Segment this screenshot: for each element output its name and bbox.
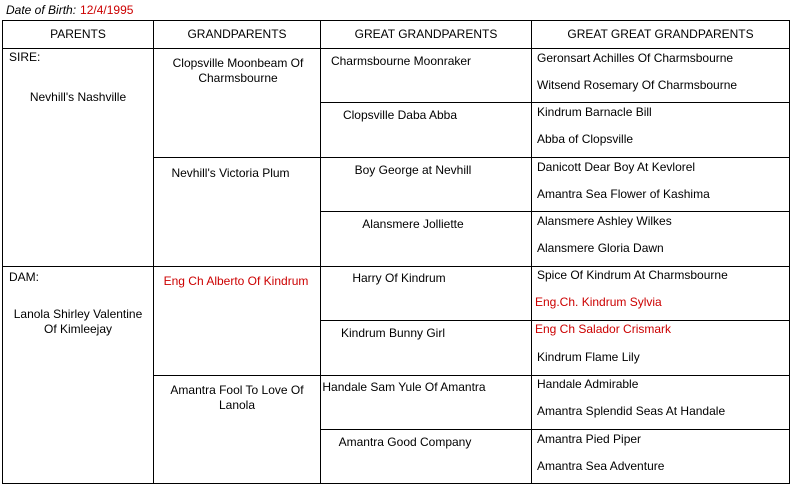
grandparent-name: Clopsville Moonbeam Of Charmsbourne xyxy=(172,56,304,85)
great-grandparent-name: Amantra Good Company xyxy=(338,435,472,449)
great-grandparent-name: Alansmere Jolliette xyxy=(362,217,464,231)
date-of-birth-label: Date of Birth: xyxy=(6,3,77,17)
row-divider xyxy=(153,375,789,376)
great-great-grandparent-name: Geronsart Achilles Of Charmsbourne xyxy=(537,51,734,65)
great-great-grandparent-name: Amantra Pied Piper xyxy=(537,432,642,446)
row-divider xyxy=(320,211,789,212)
dam-label: DAM: xyxy=(9,270,39,284)
column-divider xyxy=(320,21,321,483)
header-divider xyxy=(3,48,789,49)
great-grandparent-name: Clopsville Daba Abba xyxy=(342,108,458,122)
grandparent-name: Eng Ch Alberto Of Kindrum xyxy=(163,274,309,288)
sire-name: Nevhill's Nashville xyxy=(29,90,127,104)
row-divider xyxy=(3,266,789,267)
row-divider xyxy=(153,157,789,158)
grandparent-name: Nevhill's Victoria Plum xyxy=(171,166,290,180)
great-great-grandparent-name: Amantra Sea Flower of Kashima xyxy=(537,187,710,201)
great-grandparent-name: Charmsbourne Moonraker xyxy=(330,54,472,68)
date-of-birth xyxy=(6,3,133,17)
great-grandparent-name: Boy George at Nevhill xyxy=(354,163,472,177)
great-great-grandparent-name: Alansmere Gloria Dawn xyxy=(537,241,664,255)
great-great-grandparent-name: Spice Of Kindrum At Charmsbourne xyxy=(537,268,728,282)
great-great-grandparent-name: Amantra Splendid Seas At Handale xyxy=(537,404,726,418)
date-of-birth-value: 12/4/1995 xyxy=(80,3,134,17)
grandparent-name: Amantra Fool To Love Of Lanola xyxy=(170,383,304,412)
header-great-grandparents: GREAT GRANDPARENTS xyxy=(354,27,498,41)
pedigree-table xyxy=(2,20,790,484)
dam-name: Lanola Shirley Valentine Of Kimleejay xyxy=(13,307,143,336)
row-divider xyxy=(320,429,789,430)
great-great-grandparent-name: Abba of Clopsville xyxy=(537,132,634,146)
header-great-great-grandparents: GREAT GREAT GRANDPARENTS xyxy=(567,27,754,41)
great-grandparent-name: Handale Sam Yule Of Amantra xyxy=(322,380,486,394)
great-great-grandparent-name: Handale Admirable xyxy=(537,377,639,391)
header-parents: PARENTS xyxy=(50,27,106,41)
great-grandparent-name: Kindrum Bunny Girl xyxy=(340,326,446,340)
great-great-grandparent-name: Kindrum Barnacle Bill xyxy=(537,105,652,119)
great-grandparent-name: Harry Of Kindrum xyxy=(352,271,446,285)
great-great-grandparent-name: Eng.Ch. Kindrum Sylvia xyxy=(535,295,662,309)
header-grandparents: GRANDPARENTS xyxy=(187,27,287,41)
great-great-grandparent-name: Alansmere Ashley Wilkes xyxy=(537,214,672,228)
great-great-grandparent-name: Eng Ch Salador Crismark xyxy=(535,322,672,336)
column-divider xyxy=(531,21,532,483)
row-divider xyxy=(320,102,789,103)
great-great-grandparent-name: Kindrum Flame Lily xyxy=(537,350,640,364)
column-divider xyxy=(153,21,154,483)
sire-label: SIRE: xyxy=(9,50,41,64)
row-divider xyxy=(320,320,789,321)
great-great-grandparent-name: Danicott Dear Boy At Kevlorel xyxy=(537,160,696,174)
great-great-grandparent-name: Amantra Sea Adventure xyxy=(537,459,665,473)
great-great-grandparent-name: Witsend Rosemary Of Charmsbourne xyxy=(537,78,738,92)
